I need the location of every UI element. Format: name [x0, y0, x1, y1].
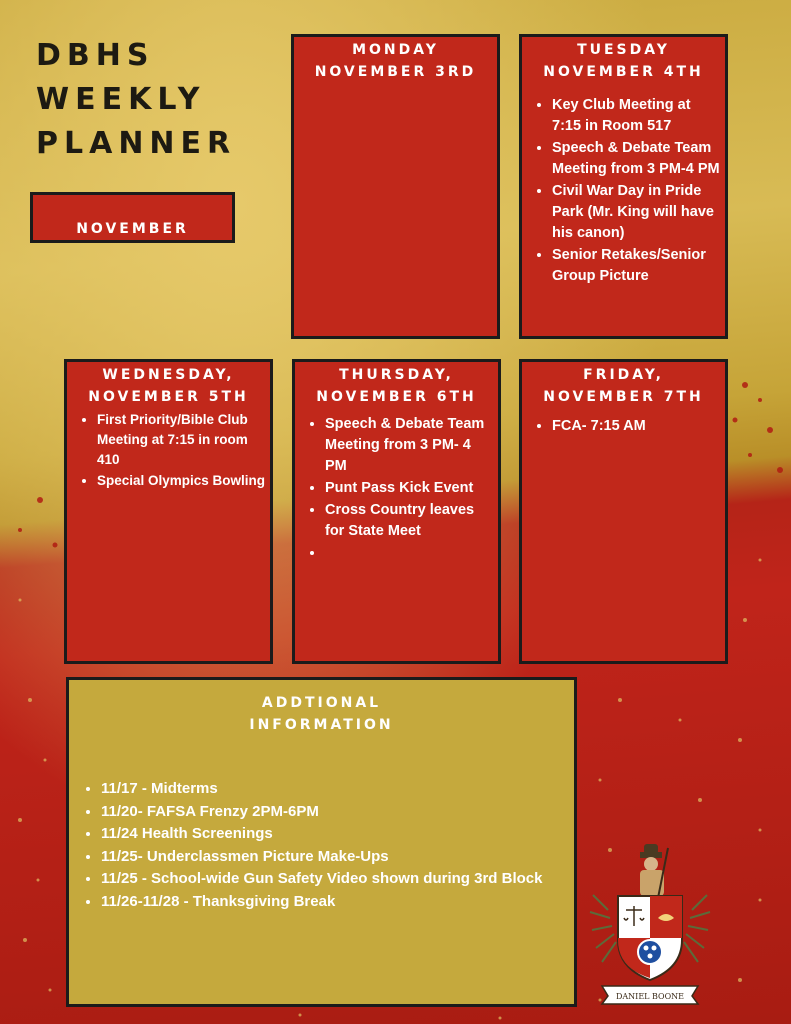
- day-heading: [67, 362, 270, 408]
- day-heading: [295, 362, 498, 408]
- day-name: TUESDAY: [577, 42, 670, 58]
- event-list: [522, 95, 725, 287]
- day-card-tuesday: [519, 34, 728, 339]
- day-name: MONDAY: [352, 42, 439, 58]
- additional-item: • 11/20- FAFSA Frenzy 2PM-6PM: [101, 801, 544, 824]
- title-line-1: DBHS: [36, 38, 155, 73]
- additional-item: • 11/17 - Midterms: [101, 778, 544, 801]
- planner-title: [36, 34, 236, 166]
- svg-text:DANIEL BOONE: DANIEL BOONE: [615, 992, 685, 1001]
- day-name: THURSDAY,: [339, 367, 454, 383]
- additional-heading: [69, 680, 574, 736]
- additional-item: • 11/24 Health Screenings: [101, 823, 544, 846]
- day-date: NOVEMBER 6TH: [316, 389, 477, 405]
- title-line-2: WEEKLY: [36, 82, 206, 117]
- event-item: • Cross Country leaves for State Meet: [325, 500, 494, 542]
- event-item: • Punt Pass Kick Event: [325, 478, 494, 499]
- event-item: • Key Club Meeting at 7:15 in Room 517: [552, 95, 721, 137]
- day-date: NOVEMBER 5TH: [88, 389, 249, 405]
- day-card-wednesday: [64, 359, 273, 664]
- event-list: [295, 414, 498, 564]
- day-heading: [522, 362, 725, 408]
- month-text: NOVEMBER: [76, 220, 189, 237]
- month-label: [30, 192, 235, 243]
- day-heading: [294, 37, 497, 83]
- day-card-friday: [519, 359, 728, 664]
- day-card-monday: [291, 34, 500, 339]
- day-date: NOVEMBER 4TH: [543, 64, 704, 80]
- additional-heading-line-1: ADDTIONAL: [261, 695, 382, 711]
- day-name: FRIDAY,: [583, 367, 664, 383]
- additional-item: • 11/26-11/28 - Thanksgiving Break: [101, 891, 544, 914]
- day-date: NOVEMBER 3RD: [314, 64, 477, 80]
- event-item-empty: [325, 543, 494, 564]
- additional-list: [69, 778, 574, 913]
- day-heading: [522, 37, 725, 83]
- event-item: • First Priority/Bible Club Meeting at 7:15 in room 410: [97, 410, 266, 470]
- event-list: [67, 410, 270, 491]
- event-item: • Speech & Debate Team Meeting from 3 PM- 4 PM: [325, 414, 494, 477]
- event-item: • FCA- 7:15 AM: [552, 416, 721, 437]
- event-item: • Civil War Day in Pride Park (Mr. King will have his canon): [552, 181, 721, 244]
- day-name: WEDNESDAY,: [102, 367, 235, 383]
- additional-heading-line-2: INFORMATION: [249, 717, 394, 733]
- event-item: • Speech & Debate Team Meeting from 3 PM-4 PM: [552, 138, 721, 180]
- event-item: • Senior Retakes/Senior Group Picture: [552, 245, 721, 287]
- additional-item: • 11/25- Underclassmen Picture Make-Ups: [101, 846, 544, 869]
- event-list: [522, 416, 725, 437]
- day-card-thursday: [292, 359, 501, 664]
- event-item: • Special Olympics Bowling: [97, 471, 266, 491]
- additional-information-box: [66, 677, 577, 1007]
- additional-item: • 11/25 - School-wide Gun Safety Video shown during 3rd Block: [101, 868, 544, 891]
- daniel-boone-crest-logo: [588, 840, 712, 1005]
- day-date: NOVEMBER 7TH: [543, 389, 704, 405]
- title-line-3: PLANNER: [36, 126, 237, 161]
